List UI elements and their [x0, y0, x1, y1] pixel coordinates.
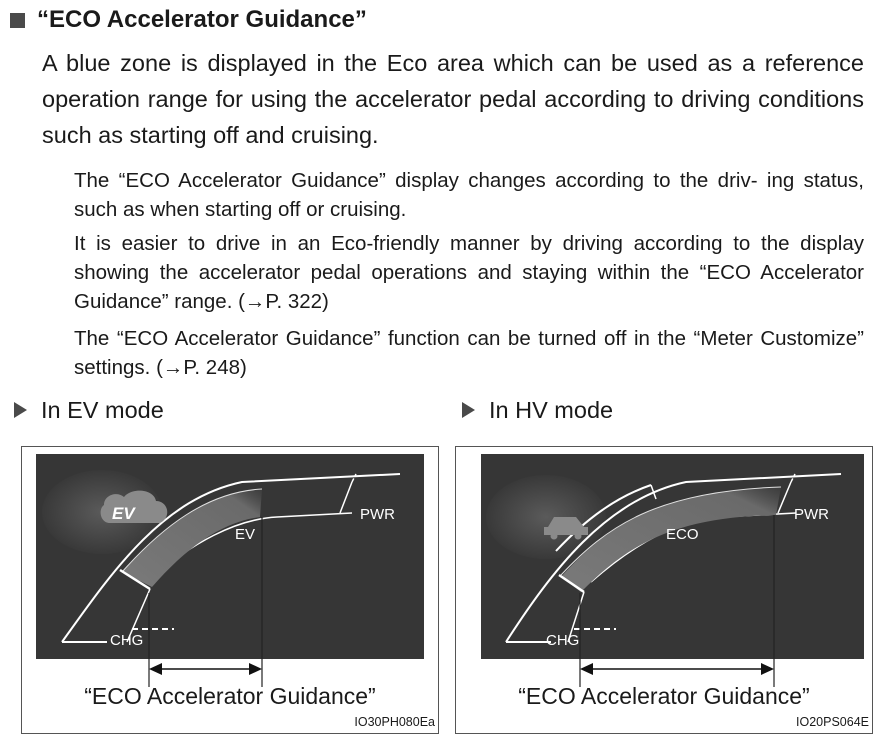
mode-heading-ev	[14, 394, 164, 426]
note-1	[74, 166, 864, 224]
zone-label-ev: EV	[235, 526, 256, 543]
charge-label: CHG	[110, 632, 144, 649]
glow-effect	[486, 475, 606, 559]
arrowhead-right-icon	[249, 663, 262, 675]
power-label: PWR	[360, 506, 395, 523]
figure-hv-mode	[455, 446, 873, 734]
figure-caption-hv: “ECO Accelerator Guidance”	[518, 683, 810, 709]
note-3	[74, 324, 864, 382]
note-2-text: It is easier to drive in an Eco-friendly manner by driving according to the display showing the accelerator pedal operations and staying within the “ECO Accelerator Guidance” range.	[74, 232, 864, 313]
triangle-bullet-icon	[462, 402, 475, 418]
note-2-page-ref[interactable]: (→P. 322)	[238, 290, 329, 313]
figure-caption-ev: “ECO Accelerator Guidance”	[84, 683, 376, 709]
mode-label-hv: In HV mode	[489, 396, 614, 423]
figure-code-hv: IO20PS064E	[796, 715, 869, 729]
charge-label: CHG	[546, 632, 580, 649]
power-label: PWR	[794, 506, 829, 523]
arrowhead-left-icon	[149, 663, 162, 675]
note-3-text: The “ECO Accelerator Guidance” function can be turned off in the “Meter Customize” settings.	[74, 327, 864, 379]
note-1-text: The “ECO Accelerator Guidance” display changes according to the driv- ing status, such as when starting off or cruising.	[74, 169, 864, 221]
arrowhead-left-icon	[580, 663, 593, 675]
arrowhead-right-icon	[761, 663, 774, 675]
figure-code-ev: IO30PH080Ea	[354, 715, 435, 729]
mode-heading-hv	[462, 394, 613, 426]
square-bullet-icon	[10, 13, 25, 28]
ev-badge-text: EV	[112, 504, 135, 523]
section-heading	[10, 3, 367, 37]
triangle-bullet-icon	[14, 402, 27, 418]
zone-label-eco: ECO	[666, 526, 699, 543]
section-title: “ECO Accelerator Guidance”	[37, 6, 367, 33]
intro-paragraph: A blue zone is displayed in the Eco area which can be used as a reference operation range for using the accelerator pedal according to driving conditions such as starting off and cruising.	[42, 50, 864, 148]
mode-label-ev: In EV mode	[41, 396, 164, 423]
car-wheel-icon	[551, 533, 558, 540]
note-3-page-ref[interactable]: (→P. 248)	[156, 356, 247, 379]
note-2	[74, 229, 864, 316]
car-wheel-icon	[575, 533, 582, 540]
figure-ev-mode	[21, 446, 439, 734]
